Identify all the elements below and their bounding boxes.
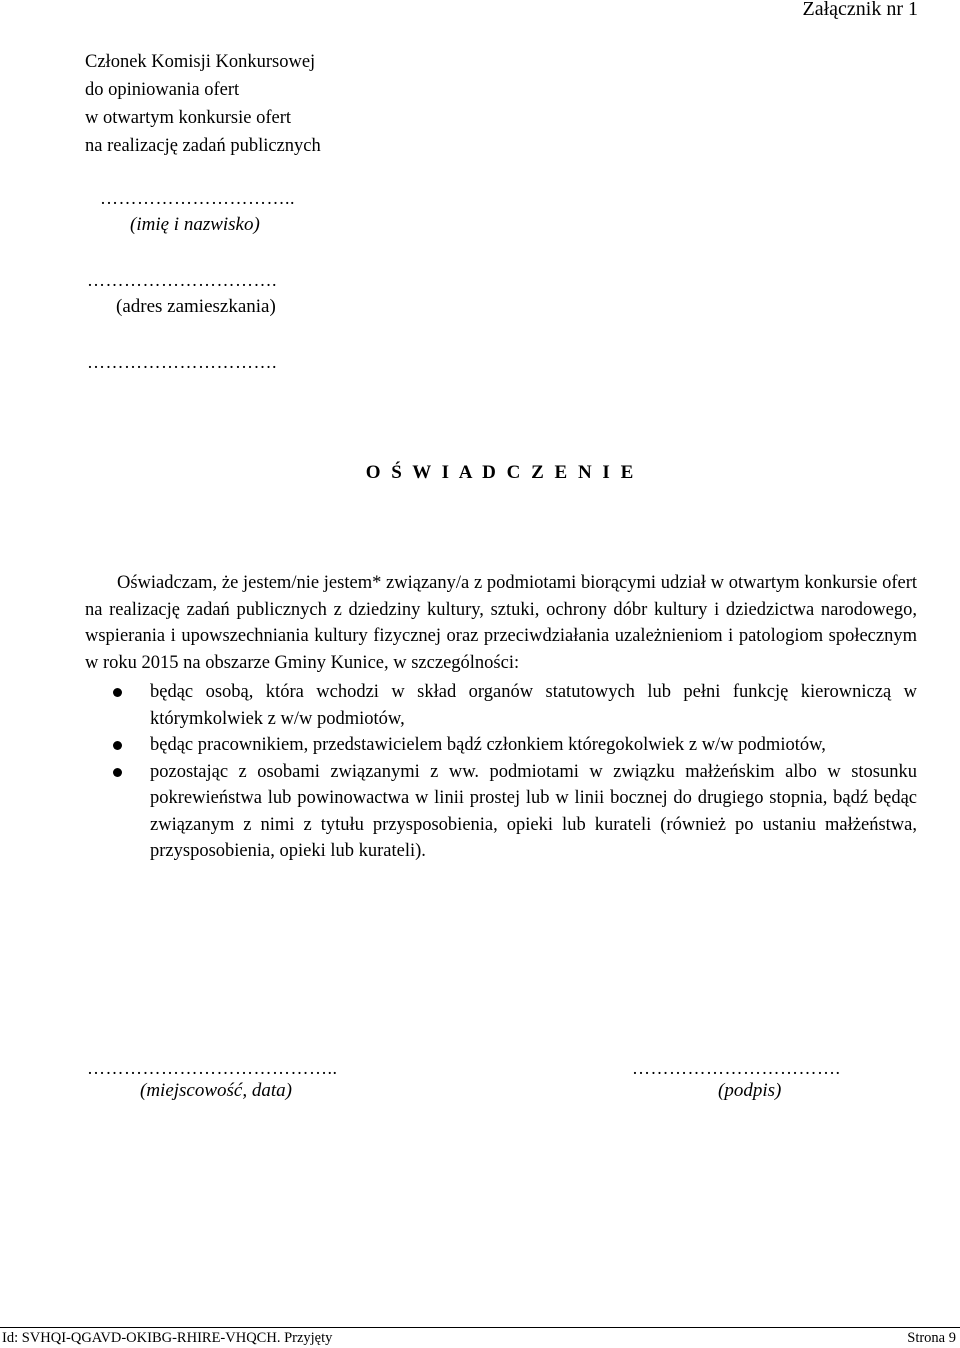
list-item [85,732,917,759]
address-label: (adres zamieszkania) [116,296,276,317]
addressee-line-4: na realizację zadań publicznych [85,136,321,156]
addressee-line-2: do opiniowania ofert [85,80,240,100]
document-title: O Ś W I A D C Z E N I E [365,462,637,483]
list-item-text: pozostając z osobami związanymi z ww. podmiotami w związku małżeńskim albo w stosunku pokrewieństwa lub powinowactwa w linii prostej lub w linii bocznej do drugiego stopnia, bądź będąc związanym z nimi z tytułu przysposobienia, opieki lub kurateli (również po ustaniu małżeństwa, przysposobienia, opieki lub kurateli). [150,761,917,861]
address-dots: …………………………. [87,270,277,290]
addressee-block [85,48,321,160]
name-dots: ………………………….. [100,188,295,208]
place-date-label: (miejscowość, data) [140,1080,292,1101]
bullet-icon [113,768,122,777]
place-date-dots: ………………………………….. [87,1058,338,1078]
address-dots-2: …………………………. [87,352,277,372]
bullet-icon [113,688,122,697]
declaration-body [85,570,917,865]
addressee-line-3: w otwartym konkursie ofert [85,108,292,128]
signature-label: (podpis) [718,1080,782,1101]
addressee-line-1: Członek Komisji Konkursowej [85,52,316,72]
list-item-text: będąc pracownikiem, przedstawicielem bądź członkiem któregokolwiek z w/w podmiotów, [150,735,826,755]
footer-page-number: Strona 9 [907,1330,956,1346]
bullet-icon [113,741,122,750]
name-label: (imię i nazwisko) [130,214,260,235]
list-item [85,679,917,732]
declaration-list [85,679,917,865]
declaration-intro: Oświadczam, że jestem/nie jestem* związany/a z podmiotami biorącymi udział w otwartym konkursie ofert na realizację zadań publicznych z dziedziny kultury, sztuki, ochrony dóbr kultury i dziedzictwa narodowego, wspierania i upowszechniania kultury fizycznej oraz przeciwdziałania uzależnieniom i patologiom społecznym w roku 2015 na obszarze Gminy Kunice, w szczególności: [85,573,917,673]
footer-divider [0,1327,960,1328]
list-item-text: będąc osobą, która wchodzi w skład organów statutowych lub pełni funkcję kierowniczą w którymkolwiek z w/w podmiotów, [150,682,917,729]
list-item [85,759,917,865]
footer-document-id: Id: SVHQI-QGAVD-OKIBG-RHIRE-VHQCH. Przyjęty [2,1330,333,1346]
annex-label: Załącznik nr 1 [802,0,918,20]
signature-dots: ……………………………. [632,1058,841,1078]
